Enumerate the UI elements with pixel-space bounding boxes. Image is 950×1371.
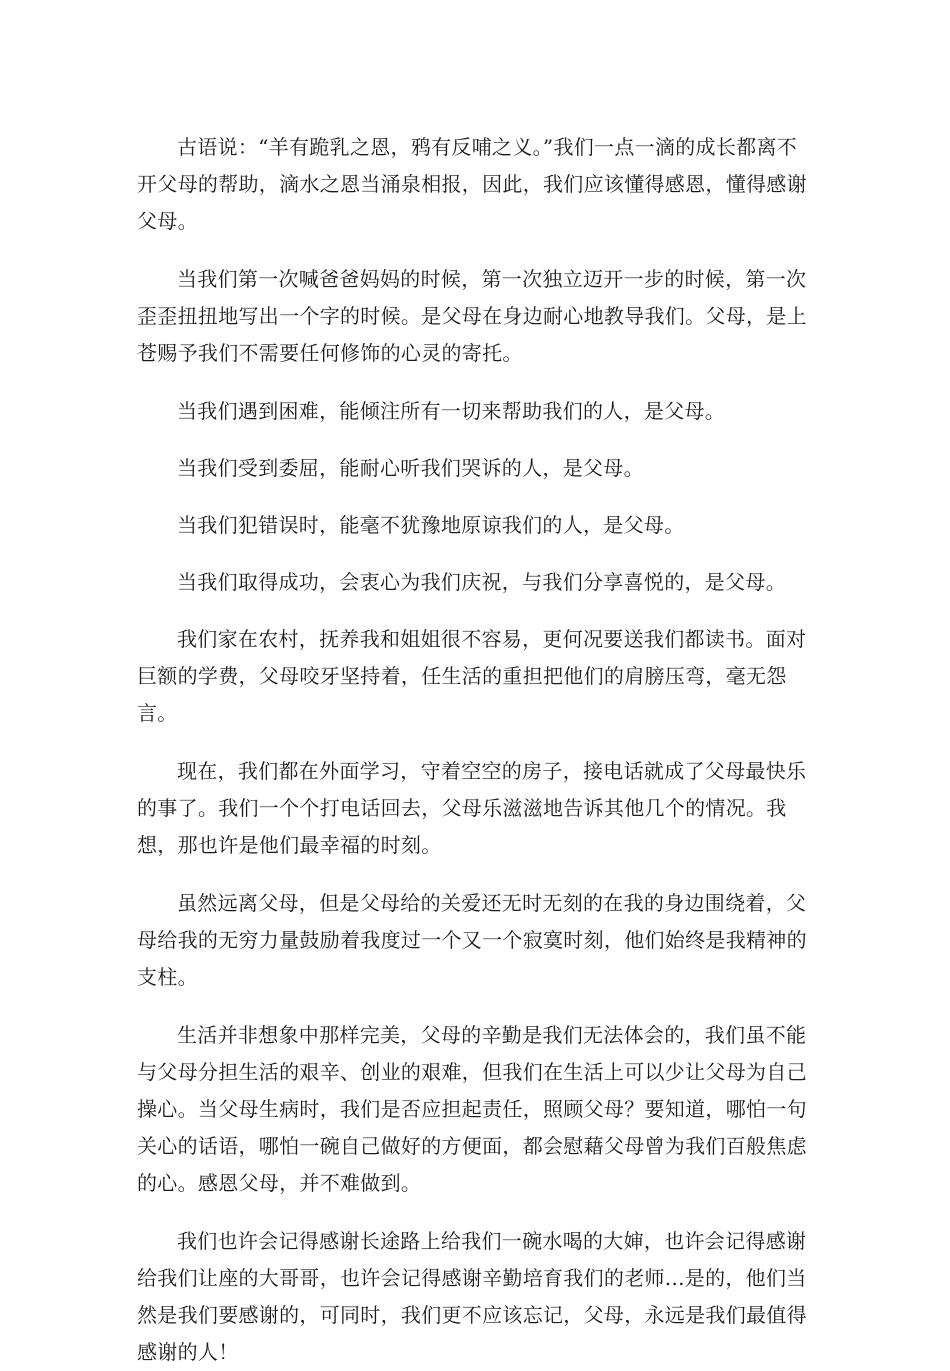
paragraph-9: 虽然远离父母，但是父母给的关爱还无时无刻的在我的身边围绕着，父母给我的无穷力量鼓励着我度过一个又一个寂寞时刻，他们始终是我精神的支柱。 [137,891,807,989]
paragraph-4: 当我们受到委屈，能耐心听我们哭诉的人，是父母。 [177,456,644,480]
paragraph-10: 生活并非想象中那样完美，父母的辛勤是我们无法体会的，我们虽不能与父母分担生活的艰辛、创业的艰难，但我们在生活上可以少让父母为自己操心。当父母生病时，我们是否应担起责任，照顾父母？要知道，哪怕一句关心的话语，哪怕一碗自己做好的方便面，都会慰藉父母曾为我们百般焦虑的心。感恩父母，并不难做到。 [137,1023,807,1195]
paragraph-2: 当我们第一次喊爸爸妈妈的时候，第一次独立迈开一步的时候，第一次歪歪扭扭地写出一个字的时候。是父母在身边耐心地教导我们。父母，是上苍赐予我们不需要任何修饰的心灵的寄托。 [137,267,807,365]
paragraph-1: 古语说：“羊有跪乳之恩，鸦有反哺之义。”我们一点一滴的成长都离不开父母的帮助，滴水之恩当涌泉相报，因此，我们应该懂得感恩，懂得感谢父母。 [137,135,807,233]
paragraph-7: 我们家在农村，抚养我和姐姐很不容易，更何况要送我们都读书。面对巨额的学费，父母咬牙坚持着，任生活的重担把他们的肩膀压弯，毫无怨言。 [137,627,807,725]
paragraph-8: 现在，我们都在外面学习，守着空空的房子，接电话就成了父母最快乐的事了。我们一个个打电话回去，父母乐滋滋地告诉其他几个的情况。我想，那也许是他们最幸福的时刻。 [137,759,807,857]
paragraph-11: 我们也许会记得感谢长途路上给我们一碗水喝的大婶，也许会记得感谢给我们让座的大哥哥，也许会记得感谢辛勤培育我们的老师...是的，他们当然是我们要感谢的，可同时，我们更不应该忘记，父母，永远是我们最值得感谢的人！ [137,1229,807,1364]
document-body [137,129,813,1371]
paragraph-5: 当我们犯错误时，能毫不犹豫地原谅我们的人，是父母。 [177,513,685,537]
paragraph-3: 当我们遇到困难，能倾注所有一切来帮助我们的人，是父母。 [177,399,726,423]
paragraph-6: 当我们取得成功，会衷心为我们庆祝，与我们分享喜悦的，是父母。 [177,570,786,594]
